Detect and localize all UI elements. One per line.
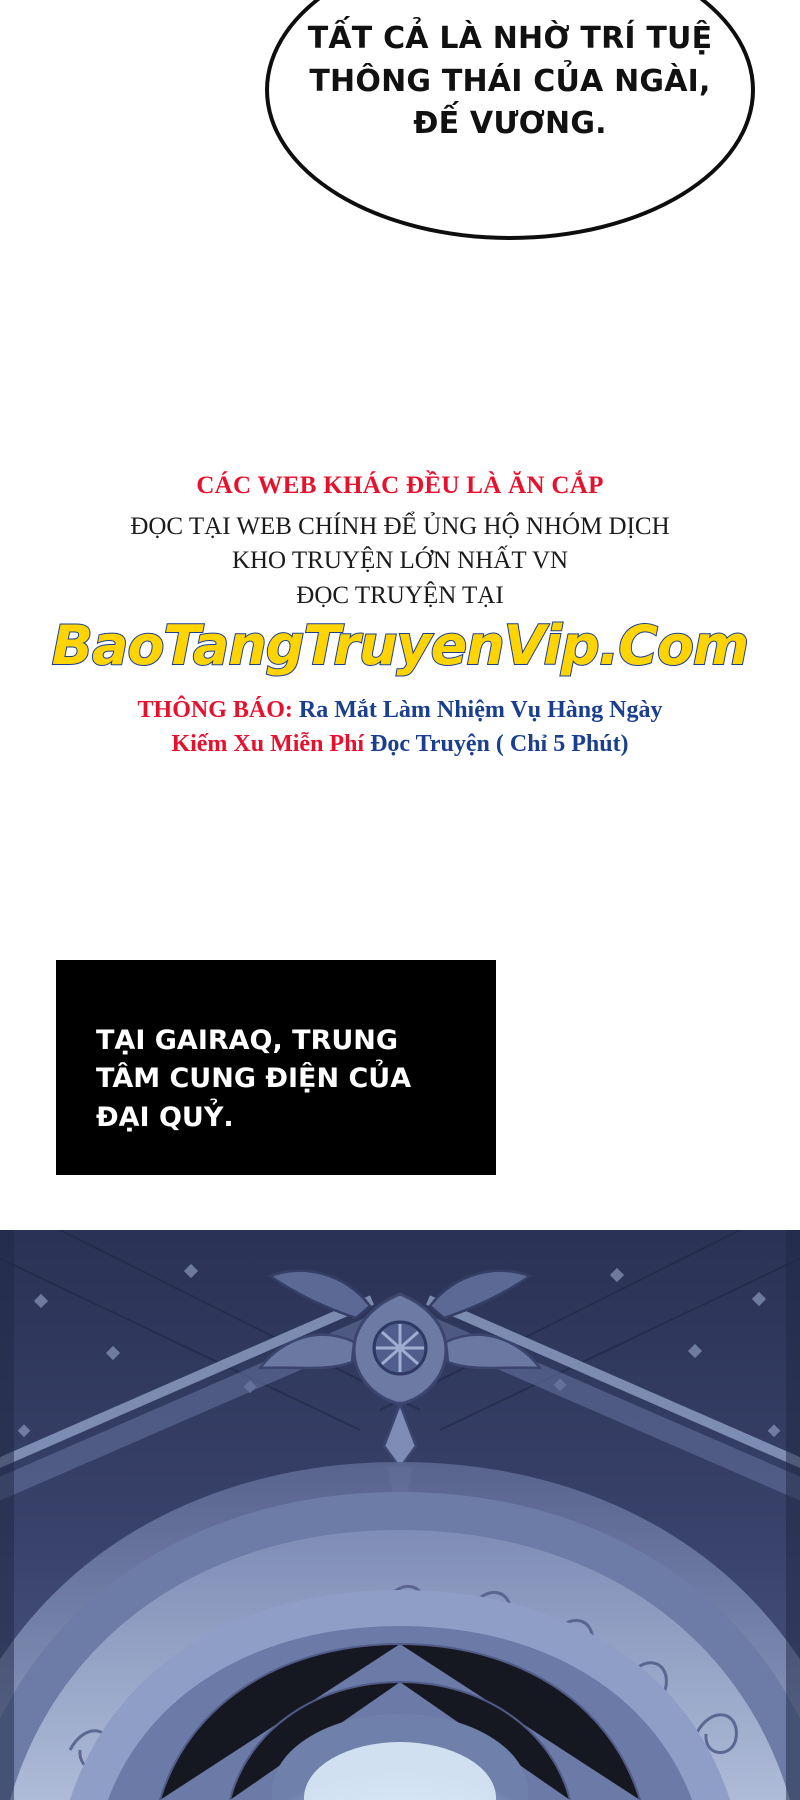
speech-bubble-text: TẤT CẢ LÀ NHỜ TRÍ TUỆ THÔNG THÁI CỦA NGÀI, ĐẾ VƯƠNG. [307,21,713,142]
promo-notice-tail: Đọc Truyện ( Chỉ 5 Phút) [364,731,629,758]
promo-line-3: ĐỌC TRUYỆN TẠI [296,581,504,609]
promo-brand-link[interactable]: BaoTangTruyenVip.Com [51,614,749,677]
promo-warning-text: CÁC WEB KHÁC ĐỀU LÀ ĂN CẮP [196,472,604,499]
promo-notice-accent: Kiếm Xu Miễn Phí [171,731,365,758]
panel-artwork [0,1230,800,1800]
promo-notice-line-2 [0,727,800,762]
promo-notice [0,693,800,763]
palace-ceiling-illustration [0,1230,800,1800]
promo-line-1: ĐỌC TẠI WEB CHÍNH ĐỂ ỦNG HỘ NHÓM DỊCH [130,512,670,540]
promo-notice-label: THÔNG BÁO: [137,696,293,723]
promo-line-2: KHO TRUYỆN LỚN NHẤT VN [231,547,569,574]
promo-notice-line-1 [0,693,800,728]
panel-caption-box [56,960,496,1175]
caption-text: TẠI GAIRAQ, TRUNG TÂM CUNG ĐIỆN CỦA ĐẠI QUỶ. [96,1025,412,1133]
promo-notice-text: Ra Mắt Làm Nhiệm Vụ Hàng Ngày [292,696,663,723]
panel-promo [0,470,800,830]
panel-speech-bubble [0,0,800,460]
